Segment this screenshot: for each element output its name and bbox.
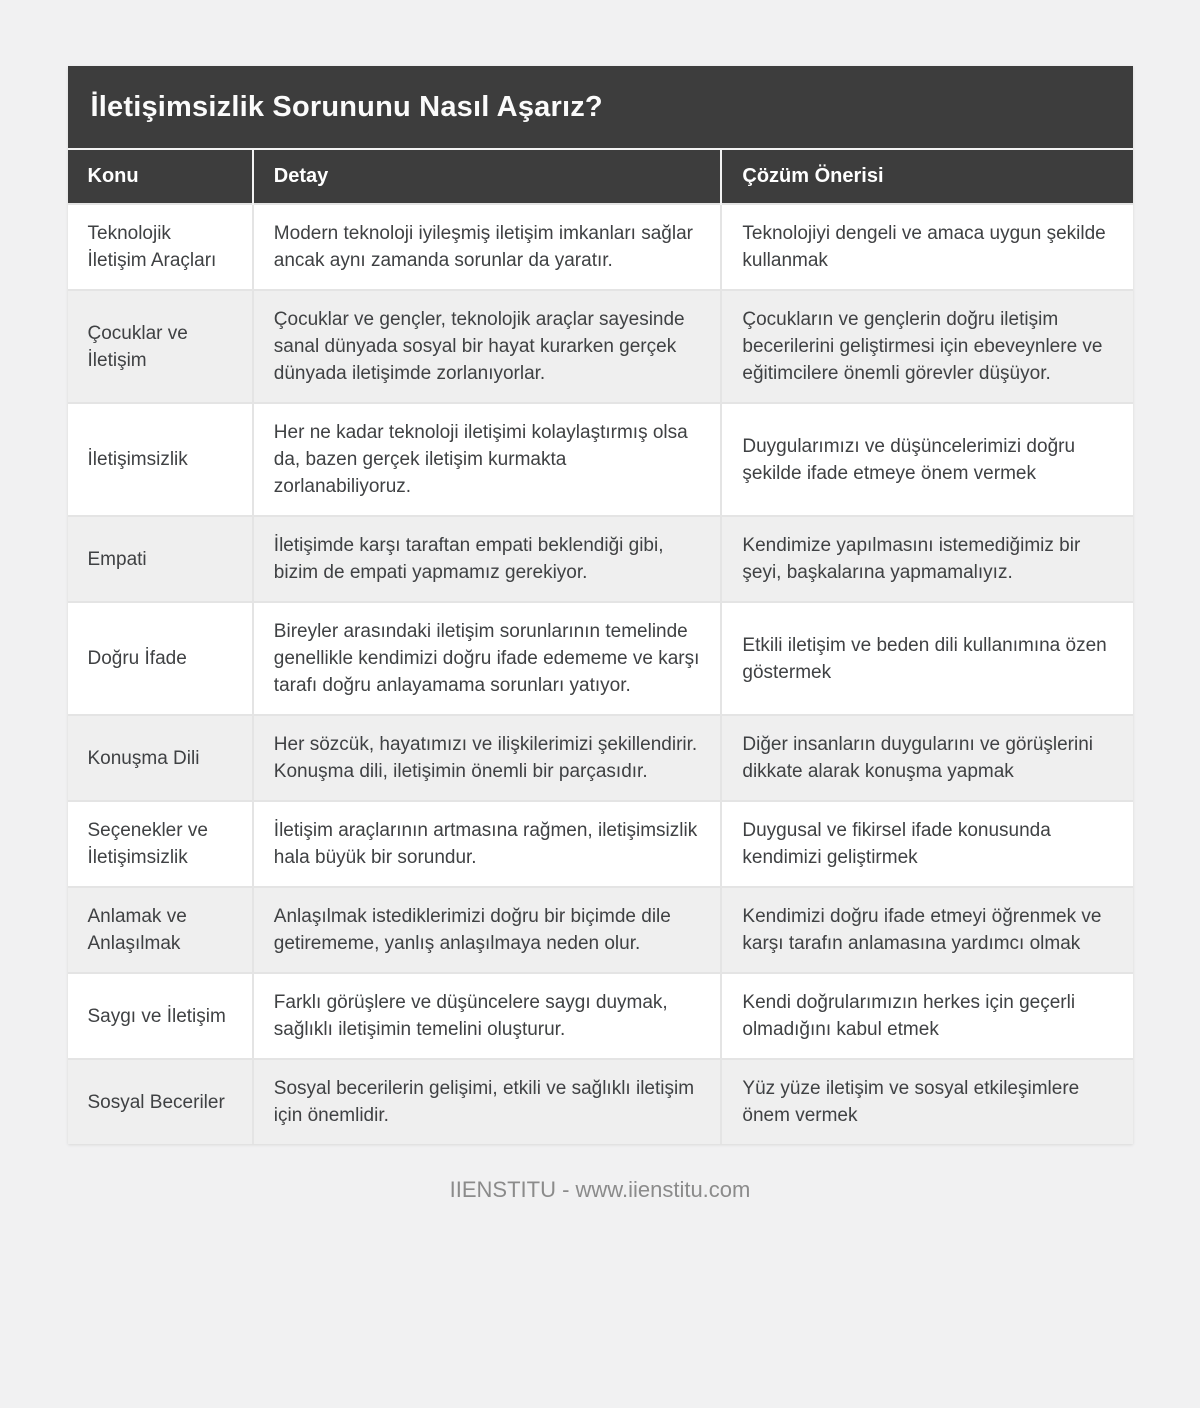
- cell-konu: Konuşma Dili: [68, 715, 253, 801]
- table-row: [68, 1059, 1133, 1144]
- cell-konu: Çocuklar ve İletişim: [68, 290, 253, 403]
- cell-konu: Saygı ve İletişim: [68, 973, 253, 1059]
- table-body: [68, 204, 1133, 1144]
- cell-cozum: Duygusal ve fikirsel ifade konusunda kendimizi geliştirmek: [721, 801, 1132, 887]
- cell-cozum: Kendimizi doğru ifade etmeyi öğrenmek ve karşı tarafın anlamasına yardımcı olmak: [721, 887, 1132, 973]
- cell-detay: Çocuklar ve gençler, teknolojik araçlar sayesinde sanal dünyada sosyal bir hayat kurarken gerçek dünyada iletişimde zorlanıyorlar.: [253, 290, 722, 403]
- cell-cozum: Teknolojiyi dengeli ve amaca uygun şekilde kullanmak: [721, 204, 1132, 290]
- table-card: [68, 66, 1133, 1144]
- cell-detay: Bireyler arasındaki iletişim sorunlarının temelinde genellikle kendimizi doğru ifade edememe ve karşı tarafı doğru anlayamama sorunları yatıyor.: [253, 602, 722, 715]
- table-row: [68, 204, 1133, 290]
- cell-cozum: Kendimize yapılmasını istemediğimiz bir şeyi, başkalarına yapmamalıyız.: [721, 516, 1132, 602]
- cell-konu: Empati: [68, 516, 253, 602]
- page-title: İletişimsizlik Sorununu Nasıl Aşarız?: [68, 66, 1133, 150]
- cell-konu: Doğru İfade: [68, 602, 253, 715]
- cell-konu: Teknolojik İletişim Araçları: [68, 204, 253, 290]
- cell-detay: İletişimde karşı taraftan empati beklendiği gibi, bizim de empati yapmamız gerekiyor.: [253, 516, 722, 602]
- cell-detay: Her sözcük, hayatımızı ve ilişkilerimizi şekillendirir. Konuşma dili, iletişimin önemli bir parçasıdır.: [253, 715, 722, 801]
- column-header-detay: Detay: [253, 150, 722, 204]
- table-row: [68, 602, 1133, 715]
- cell-cozum: Çocukların ve gençlerin doğru iletişim becerilerini geliştirmesi için ebeveynlere ve eğitimcilere önemli görevler düşüyor.: [721, 290, 1132, 403]
- cell-detay: İletişim araçlarının artmasına rağmen, iletişimsizlik hala büyük bir sorundur.: [253, 801, 722, 887]
- cell-cozum: Diğer insanların duygularını ve görüşlerini dikkate alarak konuşma yapmak: [721, 715, 1132, 801]
- cell-konu: İletişimsizlik: [68, 403, 253, 516]
- cell-detay: Farklı görüşlere ve düşüncelere saygı duymak, sağlıklı iletişimin temelini oluşturur.: [253, 973, 722, 1059]
- cell-konu: Sosyal Beceriler: [68, 1059, 253, 1144]
- table-row: [68, 290, 1133, 403]
- column-header-konu: Konu: [68, 150, 253, 204]
- column-header-cozum: Çözüm Önerisi: [721, 150, 1132, 204]
- footer-credit: IIENSTITU - www.iienstitu.com: [449, 1177, 751, 1202]
- cell-cozum: Yüz yüze iletişim ve sosyal etkileşimlere önem vermek: [721, 1059, 1132, 1144]
- table-row: [68, 715, 1133, 801]
- table-row: [68, 801, 1133, 887]
- cell-cozum: Etkili iletişim ve beden dili kullanımına özen göstermek: [721, 602, 1132, 715]
- cell-detay: Anlaşılmak istediklerimizi doğru bir biçimde dile getirememe, yanlış anlaşılmaya neden olur.: [253, 887, 722, 973]
- cell-konu: Seçenekler ve İletişimsizlik: [68, 801, 253, 887]
- cell-detay: Modern teknoloji iyileşmiş iletişim imkanları sağlar ancak aynı zamanda sorunlar da yaratır.: [253, 204, 722, 290]
- table-row: [68, 887, 1133, 973]
- table-row: [68, 973, 1133, 1059]
- table-row: [68, 516, 1133, 602]
- cell-detay: Sosyal becerilerin gelişimi, etkili ve sağlıklı iletişim için önemlidir.: [253, 1059, 722, 1144]
- cell-detay: Her ne kadar teknoloji iletişimi kolaylaştırmış olsa da, bazen gerçek iletişim kurmakta zorlanabiliyoruz.: [253, 403, 722, 516]
- header-row: [68, 150, 1133, 204]
- table-row: [68, 403, 1133, 516]
- cell-cozum: Kendi doğrularımızın herkes için geçerli olmadığını kabul etmek: [721, 973, 1132, 1059]
- cell-konu: Anlamak ve Anlaşılmak: [68, 887, 253, 973]
- cell-cozum: Duygularımızı ve düşüncelerimizi doğru şekilde ifade etmeye önem vermek: [721, 403, 1132, 516]
- communication-table: [68, 150, 1133, 1144]
